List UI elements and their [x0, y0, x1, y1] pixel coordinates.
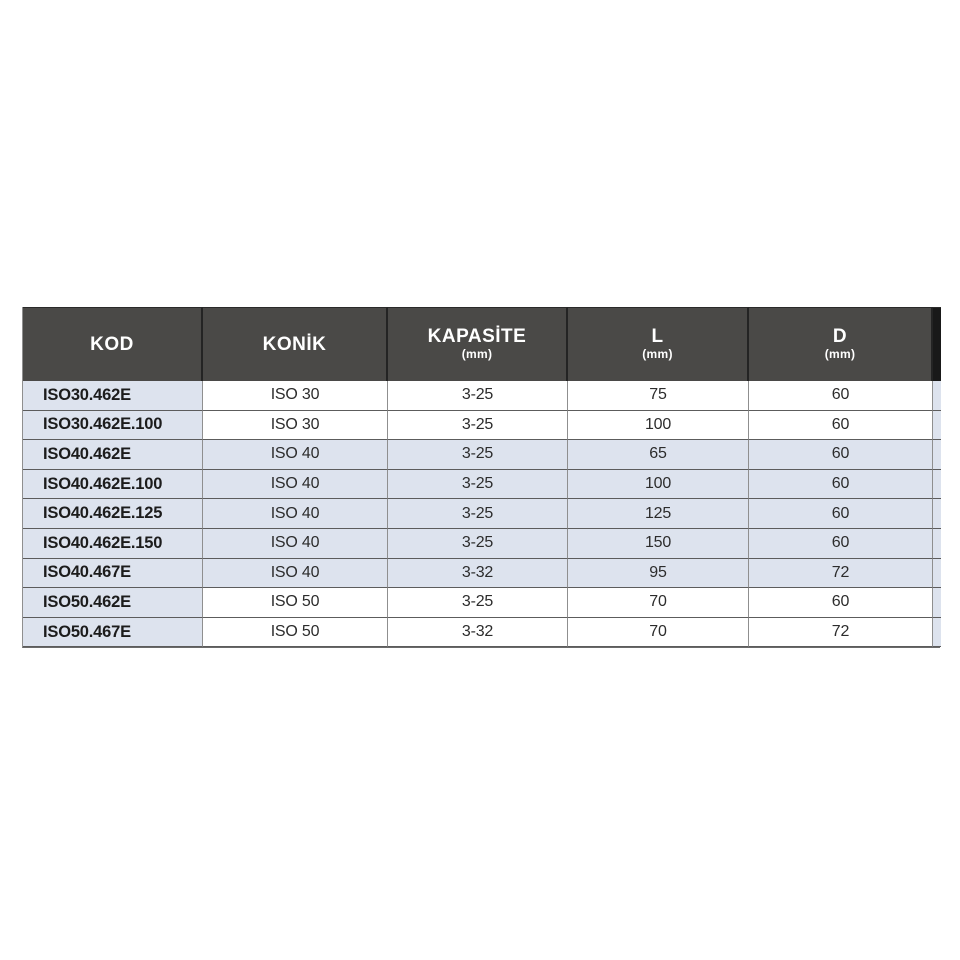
cell-l: 70: [568, 588, 749, 618]
cell-konik: ISO 30: [203, 381, 388, 411]
cell-l: 95: [568, 559, 749, 589]
header-label: D: [832, 326, 848, 348]
header-cell-kapasite: [388, 307, 568, 381]
cell-kod: ISO30.462E.100: [23, 411, 203, 441]
header-cell-kod: [23, 307, 203, 381]
cell-cutoff-strip: [933, 440, 941, 470]
cell-cutoff-strip: [933, 411, 941, 441]
cell-d: 60: [749, 470, 933, 500]
header-cell-d: [749, 307, 933, 381]
cell-kapasite: 3-25: [388, 588, 568, 618]
cell-konik: ISO 40: [203, 559, 388, 589]
cell-kapasite: 3-25: [388, 470, 568, 500]
cell-cutoff-strip: [933, 499, 941, 529]
cell-cutoff-strip: [933, 588, 941, 618]
cell-d: 60: [749, 440, 933, 470]
cell-l: 70: [568, 618, 749, 648]
cell-kod: ISO30.462E: [23, 381, 203, 411]
cell-d: 60: [749, 588, 933, 618]
header-cell-konik: [203, 307, 388, 381]
cell-d: 72: [749, 618, 933, 648]
cell-kod: ISO40.462E.150: [23, 529, 203, 559]
cell-l: 125: [568, 499, 749, 529]
cell-konik: ISO 50: [203, 618, 388, 648]
header-cell-l: [568, 307, 749, 381]
cell-cutoff-strip: [933, 618, 941, 648]
cell-kod: ISO50.462E: [23, 588, 203, 618]
cell-kod: ISO50.467E: [23, 618, 203, 648]
header-cutoff-strip: [933, 307, 941, 381]
cell-kod: ISO40.467E: [23, 559, 203, 589]
cell-l: 75: [568, 381, 749, 411]
cell-d: 60: [749, 529, 933, 559]
cell-d: 60: [749, 499, 933, 529]
header-unit-label: (mm): [824, 347, 856, 362]
cell-kapasite: 3-32: [388, 618, 568, 648]
cell-konik: ISO 50: [203, 588, 388, 618]
cell-l: 65: [568, 440, 749, 470]
header-label: KOD: [90, 333, 134, 355]
cell-kapasite: 3-32: [388, 559, 568, 589]
cell-kod: ISO40.462E.100: [23, 470, 203, 500]
cell-kapasite: 3-25: [388, 529, 568, 559]
cell-cutoff-strip: [933, 470, 941, 500]
cell-d: 72: [749, 559, 933, 589]
cell-d: 60: [749, 411, 933, 441]
cell-l: 150: [568, 529, 749, 559]
cell-konik: ISO 40: [203, 529, 388, 559]
cell-d: 60: [749, 381, 933, 411]
cell-kod: ISO40.462E: [23, 440, 203, 470]
cell-konik: ISO 30: [203, 411, 388, 441]
cell-l: 100: [568, 470, 749, 500]
header-label: KONİK: [262, 333, 327, 355]
header-label: KAPASİTE: [427, 326, 527, 348]
cell-kapasite: 3-25: [388, 381, 568, 411]
cell-cutoff-strip: [933, 559, 941, 589]
cell-cutoff-strip: [933, 529, 941, 559]
header-unit-label: (mm): [461, 347, 493, 362]
header-unit-label: (mm): [642, 347, 673, 362]
product-spec-table: [22, 307, 940, 648]
cell-cutoff-strip: [933, 381, 941, 411]
cell-kapasite: 3-25: [388, 411, 568, 441]
cell-konik: ISO 40: [203, 499, 388, 529]
header-label: L: [651, 326, 664, 348]
cell-l: 100: [568, 411, 749, 441]
cell-kod: ISO40.462E.125: [23, 499, 203, 529]
cell-konik: ISO 40: [203, 440, 388, 470]
cell-konik: ISO 40: [203, 470, 388, 500]
cell-kapasite: 3-25: [388, 499, 568, 529]
cell-kapasite: 3-25: [388, 440, 568, 470]
